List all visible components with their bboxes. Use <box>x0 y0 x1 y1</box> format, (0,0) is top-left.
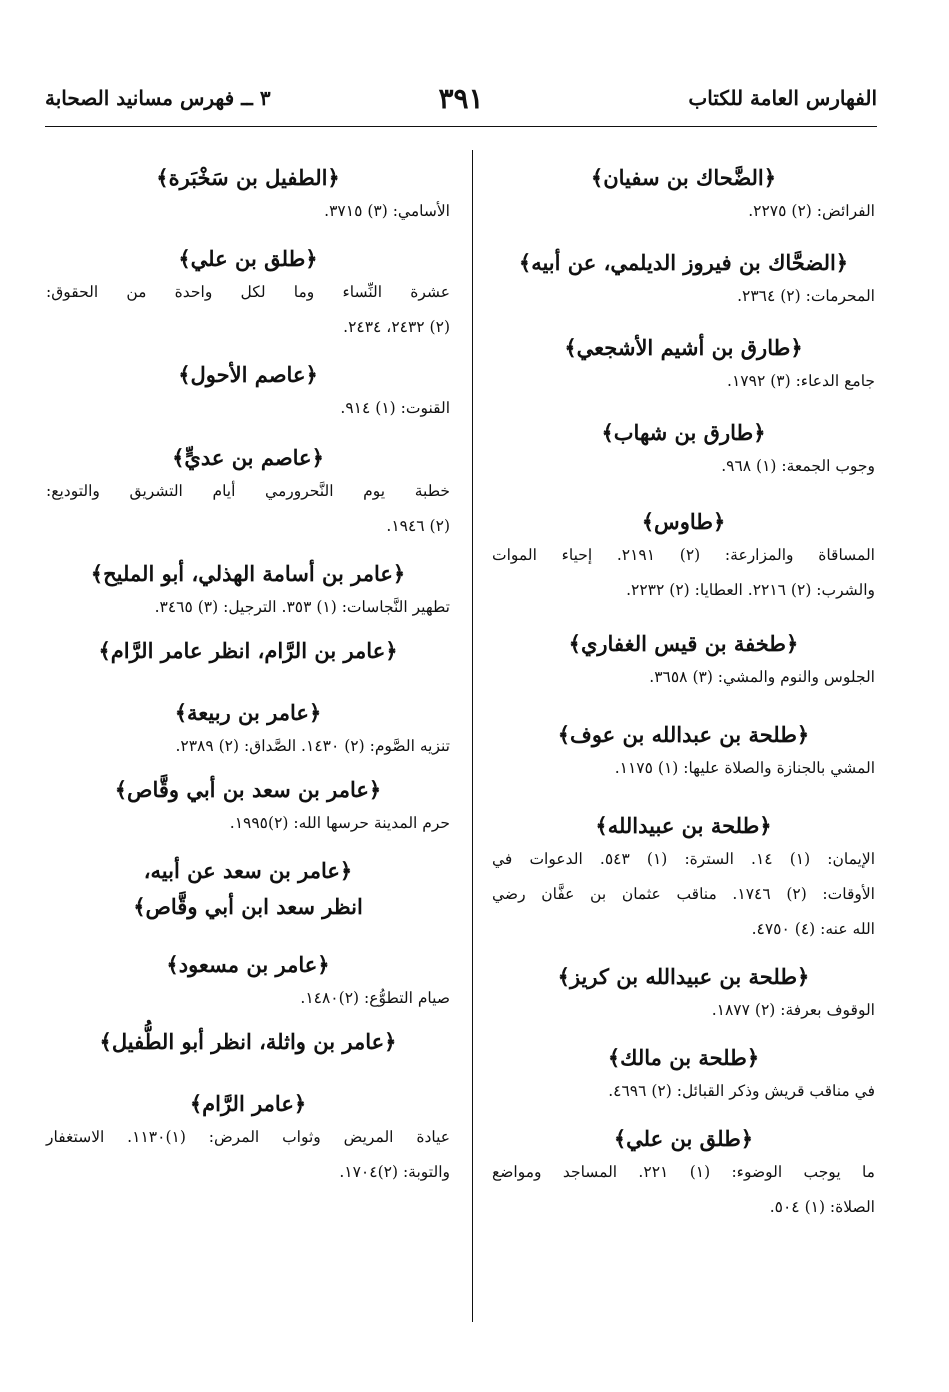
entry-title: ﴿طلق بن علي﴾ <box>178 246 318 271</box>
entry-reference: عيادة المريض وثواب المرض: (١)١١٣٠. الاستغفار <box>46 1128 450 1146</box>
entry-title: ﴿طاوس﴾ <box>641 509 726 534</box>
entry-reference: المشي بالجنازة والصلاة عليها: (١) ١١٧٥. <box>614 759 875 777</box>
page-number: ٣٩١ <box>438 82 484 115</box>
header-rule <box>45 126 877 127</box>
entry-reference: جامع الدعاء: (٣) ١٧٩٢. <box>727 372 875 390</box>
entry-title: ﴿طلحة بن عبيدالله بن كريز﴾ <box>557 964 810 989</box>
entry-title: ﴿الطفيل بن سَخْبَرة﴾ <box>156 165 340 190</box>
index-entry <box>46 949 450 1016</box>
index-entry <box>492 961 875 1028</box>
index-entry <box>46 243 450 345</box>
index-entry <box>46 558 450 625</box>
entry-title: ﴿طخفة بن قيس الغفاري﴾ <box>568 631 799 656</box>
entry-reference: الإيمان: (١) ١٤. السترة: (١) ٥٤٣. الدعوات في <box>492 850 876 868</box>
index-entry <box>46 442 450 544</box>
index-entry <box>492 332 875 399</box>
entry-title: ﴿طلق بن علي﴾ <box>613 1126 754 1151</box>
index-entry <box>492 1042 875 1109</box>
section-title: ٣ ــ فهرس مسانيد الصحابة <box>45 86 271 110</box>
entry-reference: القنوت: (١) ٩١٤. <box>340 399 450 417</box>
entry-reference: الصلاة: (١) ٥٠٤. <box>769 1198 875 1216</box>
entry-reference: المساقاة والمزارعة: (٢) ٢١٩١. إحياء الموات <box>492 546 875 564</box>
index-entry <box>46 1026 450 1058</box>
entry-reference: ما يوجب الوضوء: (١) ٢٢١. المساجد ومواضع <box>492 1163 875 1181</box>
entry-reference: تنزيه الصَّوم: (٢) ١٤٣٠. الصَّداق: (٢) ٢٣٨٩. <box>175 737 450 755</box>
entry-title: ﴿عامر بن ربيعة﴾ <box>174 700 322 725</box>
index-entry <box>492 247 875 314</box>
entry-reference: وجوب الجمعة: (١) ٩٦٨. <box>721 457 875 475</box>
index-entry <box>492 1123 875 1225</box>
entry-title: ﴿الضَّحاك بن سفيان﴾ <box>590 165 777 190</box>
entry-title: ﴿عامر الرَّام﴾ <box>189 1091 307 1116</box>
index-entry <box>46 1088 450 1190</box>
entry-title: ﴿الضحَّاك بن فيروز الديلمي، عن أبيه﴾ <box>518 250 849 275</box>
entry-title: ﴿عامر بن الرَّام، انظر عامر الرَّام﴾ <box>98 638 398 663</box>
entry-reference: الوقوف بعرفة: (٢) ١٨٧٧. <box>711 1001 875 1019</box>
entry-reference: الفرائض: (٢) ٢٢٧٥. <box>748 202 875 220</box>
entry-title-continued: انظر سعد ابن أبي وقَّاص﴾ <box>133 894 363 919</box>
entry-title: ﴿طلحة بن مالك﴾ <box>607 1045 760 1070</box>
index-entry <box>46 162 450 229</box>
entry-reference: خطبة يوم النَّحرورمي أيام التشريق والتوديع: <box>46 482 450 500</box>
index-entry <box>492 506 875 608</box>
entry-title: ﴿عامر بن واثلة، انظر أبو الطُّفيل﴾ <box>99 1029 397 1054</box>
entry-title: ﴿طلحة بن عبيدالله﴾ <box>595 813 772 838</box>
entry-reference: الجلوس والنوم والمشي: (٣) ٣٦٥٨. <box>649 668 875 686</box>
index-entry <box>492 162 875 229</box>
entry-reference: صيام التطوُّع: (٢)١٤٨٠. <box>300 989 450 1007</box>
index-entry <box>46 855 450 923</box>
index-entry <box>492 719 875 786</box>
entry-title: ﴿عامر بن سعد بن أبي وقَّاص﴾ <box>114 777 382 802</box>
entry-reference: الله عنه: (٤) ٤٧٥٠. <box>751 920 875 938</box>
index-entry <box>492 628 875 695</box>
entry-title: ﴿عامر بن سعد عن أبيه، <box>143 858 353 883</box>
entry-reference: الأسامي: (٣) ٣٧١٥. <box>324 202 450 220</box>
index-entry <box>492 417 875 484</box>
index-entry <box>46 774 450 841</box>
index-entry <box>46 635 450 667</box>
entry-reference: والتوبة: (٢)١٧٠٤. <box>339 1163 450 1181</box>
entry-reference: المحرمات: (٢) ٢٣٦٤. <box>737 287 875 305</box>
entry-title: ﴿عاصم الأحول﴾ <box>178 362 318 387</box>
column-divider <box>472 150 473 1322</box>
entry-reference: حرم المدينة حرسها الله: (٢)١٩٩٥. <box>229 814 450 832</box>
entry-title: ﴿عاصم بن عديٍّ﴾ <box>172 445 324 470</box>
index-entry <box>46 359 450 426</box>
entry-title: ﴿طارق بن شهاب﴾ <box>601 420 766 445</box>
right-column <box>492 140 875 1225</box>
entry-reference: (٢) ٢٤٣٢، ٢٤٣٤. <box>343 318 450 336</box>
index-entry <box>46 697 450 764</box>
entry-reference: عشرة النِّساء وما لكل واحدة من الحقوق: <box>46 283 450 301</box>
entry-reference: والشرب: (٢) ٢٢١٦. العطايا: (٢) ٢٢٣٢. <box>626 581 875 599</box>
page-header <box>45 84 877 120</box>
entry-title: ﴿طلحة بن عبدالله بن عوف﴾ <box>557 722 810 747</box>
entry-title: ﴿طارق بن أشيم الأشجعي﴾ <box>564 335 803 360</box>
entry-reference: (٢) ١٩٤٦. <box>386 517 450 535</box>
entry-title: ﴿عامر بن أسامة الهذلي، أبو المليح﴾ <box>90 561 406 586</box>
entry-reference: الأوقات: (٢) ١٧٤٦. مناقب عثمان بن عفَّان رضي <box>492 885 875 903</box>
index-entry <box>492 810 875 947</box>
entry-reference: تطهير النَّجاسات: (١) ٣٥٣. الترجيل: (٣) ٣٤٦٥. <box>154 598 450 616</box>
entry-title: ﴿عامر بن مسعود﴾ <box>166 952 330 977</box>
entry-reference: في مناقب قريش وذكر القبائل: (٢) ٤٦٩٦. <box>608 1082 875 1100</box>
left-column <box>46 140 450 1190</box>
running-title: الفهارس العامة للكتاب <box>688 86 877 110</box>
